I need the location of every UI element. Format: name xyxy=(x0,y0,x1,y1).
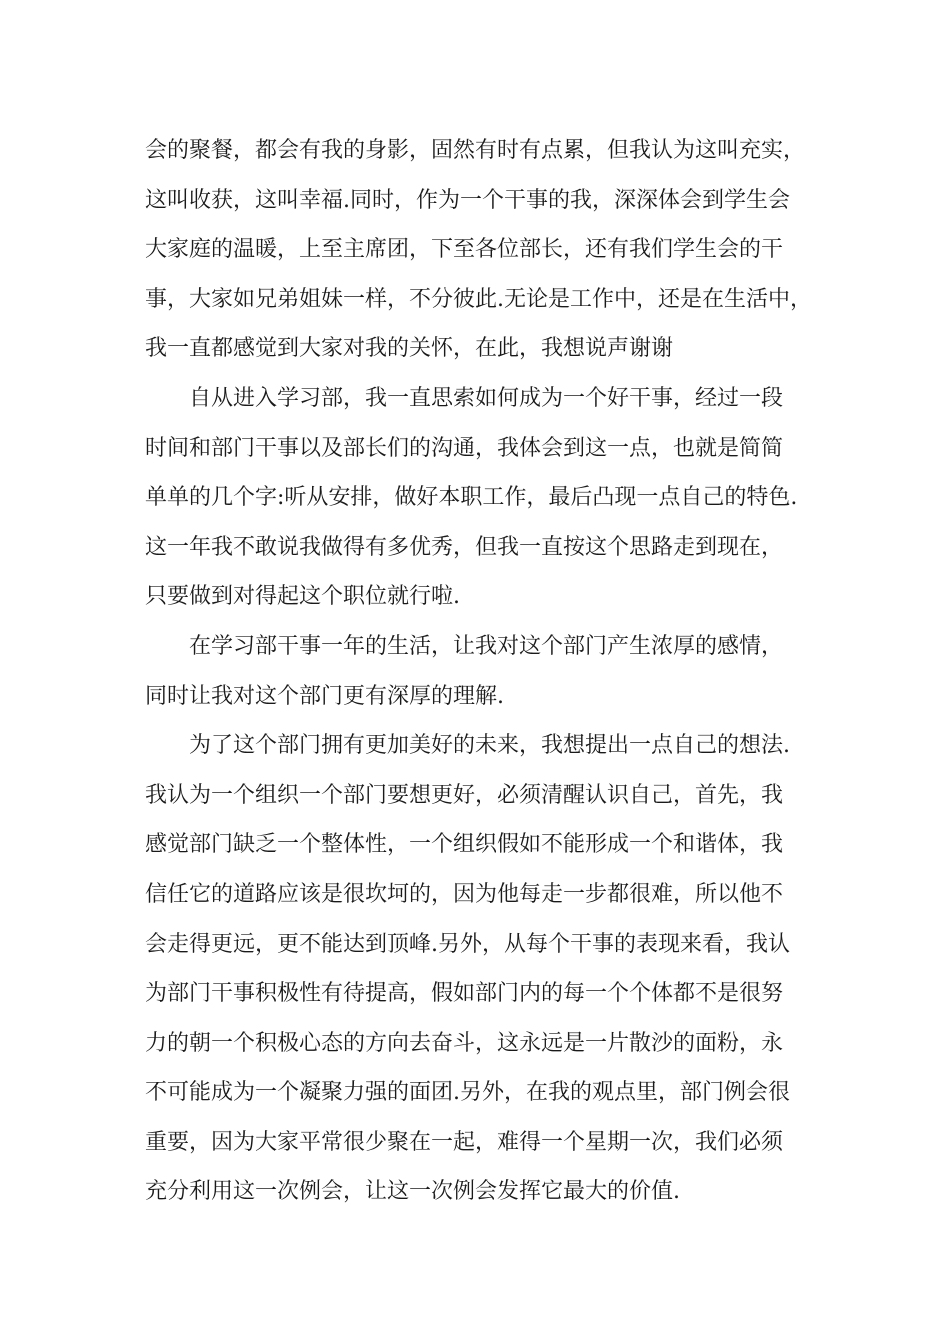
text-line: 充分利用这一次例会，让这一次例会发挥它最大的价值. xyxy=(145,1179,680,1205)
text-line: 在学习部干事一年的生活，让我对这个部门产生浓厚的感情， xyxy=(189,633,784,659)
text-line: 大家庭的温暖，上至主席团，下至各位部长，还有我们学生会的干 xyxy=(145,237,784,263)
text-line: 为了这个部门拥有更加美好的未来，我想提出一点自己的想法. xyxy=(189,733,790,759)
text-line: 事，大家如兄弟姐妹一样，不分彼此.无论是工作中，还是在生活中， xyxy=(145,286,812,312)
text-line: 重要，因为大家平常很少聚在一起，难得一个星期一次，我们必须 xyxy=(145,1129,784,1155)
text-line: 我一直都感觉到大家对我的关怀，在此，我想说声谢谢 xyxy=(145,336,674,362)
text-line: 只要做到对得起这个职位就行啦. xyxy=(145,584,460,610)
text-line: 为部门干事积极性有待提高，假如部门内的每一个个体都不是很努 xyxy=(145,981,784,1007)
text-line: 这叫收获，这叫幸福.同时，作为一个干事的我，深深体会到学生会 xyxy=(145,187,790,213)
text-line: 不可能成为一个凝聚力强的面团.另外，在我的观点里，部门例会很 xyxy=(145,1080,790,1106)
text-line: 力的朝一个积极心态的方向去奋斗，这永远是一片散沙的面粉，永 xyxy=(145,1030,784,1056)
text-line: 会的聚餐，都会有我的身影，固然有时有点累，但我认为这叫充实， xyxy=(145,138,806,163)
text-line: 单单的几个字:听从安排，做好本职工作，最后凸现一点自己的特色. xyxy=(145,485,798,511)
text-line: 同时让我对这个部门更有深厚的理解. xyxy=(145,683,504,709)
text-line: 会走得更远，更不能达到顶峰.另外，从每个干事的表现来看，我认 xyxy=(145,931,790,957)
text-line: 时间和部门干事以及部长们的沟通，我体会到这一点，也就是简简 xyxy=(145,435,784,461)
text-line: 自从进入学习部，我一直思索如何成为一个好干事，经过一段 xyxy=(189,385,784,411)
body-text xyxy=(145,126,817,1217)
text-line: 我认为一个组织一个部门要想更好，必须清醒认识自己，首先，我 xyxy=(145,782,784,808)
text-line: 感觉部门缺乏一个整体性，一个组织假如不能形成一个和谐体，我 xyxy=(145,832,784,858)
text-line: 这一年我不敢说我做得有多优秀，但我一直按这个思路走到现在， xyxy=(145,534,784,560)
text-line: 信任它的道路应该是很坎坷的，因为他每走一步都很难，所以他不 xyxy=(145,881,784,907)
